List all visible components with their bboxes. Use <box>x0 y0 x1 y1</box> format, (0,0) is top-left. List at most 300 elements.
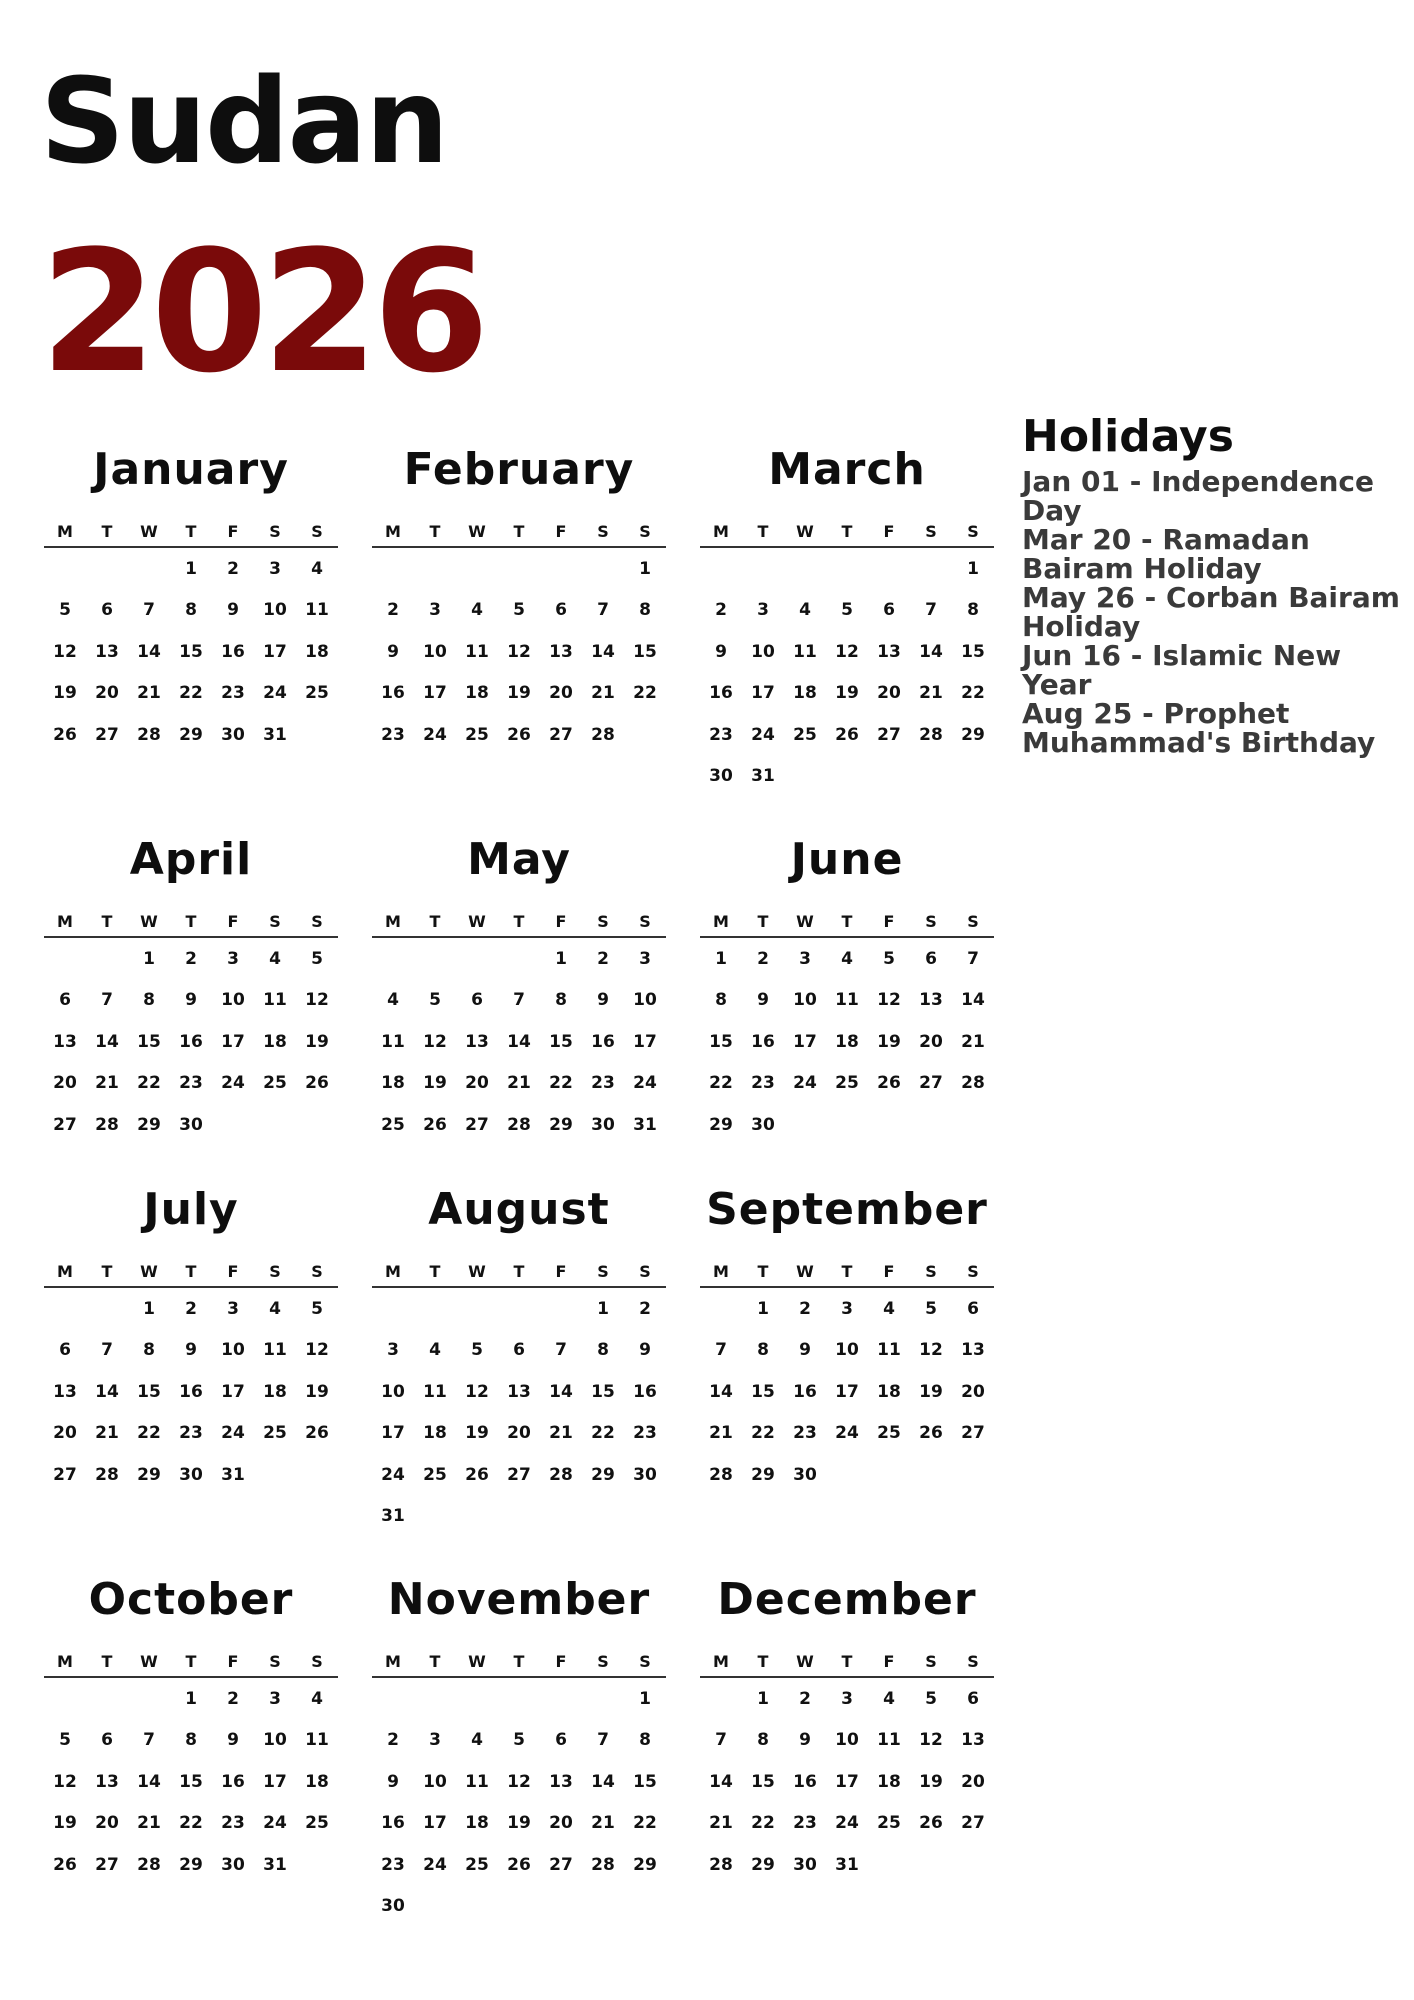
day-cell: 5 <box>925 1298 937 1319</box>
day-cell: 1 <box>639 1688 651 1709</box>
day-cell: 2 <box>799 1298 811 1319</box>
week-row <box>372 1803 666 1845</box>
day-cell: 14 <box>709 1381 733 1402</box>
day-cell: 29 <box>709 1114 733 1135</box>
day-cell: 4 <box>883 1298 895 1319</box>
day-cell: 29 <box>751 1464 775 1485</box>
day-cell: 29 <box>137 1114 161 1135</box>
week-row <box>700 590 994 632</box>
day-cell: 5 <box>513 1730 525 1751</box>
weekday-header-row <box>700 1256 994 1288</box>
day-cell: 13 <box>53 1031 77 1052</box>
day-cell: 18 <box>263 1381 287 1402</box>
week-row <box>372 1761 666 1803</box>
weekday-header: S <box>925 521 937 541</box>
month-february <box>372 444 666 756</box>
day-cell: 17 <box>263 1771 287 1792</box>
day-cell: 19 <box>423 1073 447 1094</box>
weekday-header: F <box>227 911 239 931</box>
week-row <box>44 1288 338 1330</box>
day-cell: 1 <box>597 1298 609 1319</box>
day-cell: 7 <box>715 1340 727 1361</box>
day-cell: 24 <box>835 1423 859 1444</box>
day-cell: 6 <box>471 990 483 1011</box>
day-cell: 21 <box>919 683 943 704</box>
day-cell: 22 <box>709 1073 733 1094</box>
day-cell: 15 <box>137 1381 161 1402</box>
day-cell: 26 <box>423 1114 447 1135</box>
day-cell: 25 <box>263 1073 287 1094</box>
week-row <box>372 631 666 673</box>
month-april <box>44 834 338 1146</box>
day-cell: 23 <box>381 724 405 745</box>
day-cell: 28 <box>709 1464 733 1485</box>
day-cell: 6 <box>967 1298 979 1319</box>
day-cell: 16 <box>793 1381 817 1402</box>
day-cell: 12 <box>507 641 531 662</box>
day-cell: 14 <box>95 1031 119 1052</box>
day-cell: 21 <box>591 683 615 704</box>
weekday-header-row <box>44 516 338 548</box>
day-cell: 4 <box>269 948 281 969</box>
day-cell: 6 <box>101 600 113 621</box>
day-cell: 29 <box>137 1464 161 1485</box>
day-cell: 22 <box>137 1423 161 1444</box>
week-row <box>44 1330 338 1372</box>
weekday-header: W <box>796 1651 814 1671</box>
weekday-header: M <box>713 1261 729 1281</box>
day-cell: 23 <box>221 683 245 704</box>
weekday-header: T <box>429 911 441 931</box>
day-cell: 16 <box>381 683 405 704</box>
day-cell: 7 <box>143 600 155 621</box>
day-cell: 8 <box>143 990 155 1011</box>
weekday-header-row <box>700 906 994 938</box>
weekday-header: F <box>555 911 567 931</box>
day-cell: 16 <box>179 1031 203 1052</box>
weekday-header: F <box>883 1261 895 1281</box>
day-cell: 29 <box>549 1114 573 1135</box>
day-cell: 15 <box>633 641 657 662</box>
weekday-header: F <box>555 1651 567 1671</box>
month-name: May <box>467 834 571 885</box>
day-cell: 28 <box>961 1073 985 1094</box>
week-row <box>372 1678 666 1720</box>
day-cell: 26 <box>305 1073 329 1094</box>
weekday-header-row <box>700 516 994 548</box>
weekday-header: T <box>101 911 113 931</box>
week-row <box>44 1844 338 1886</box>
day-cell: 14 <box>919 641 943 662</box>
weekday-header: M <box>385 521 401 541</box>
day-cell: 28 <box>709 1854 733 1875</box>
day-cell: 18 <box>465 683 489 704</box>
day-cell: 13 <box>961 1340 985 1361</box>
weekday-header: S <box>597 1261 609 1281</box>
day-cell: 18 <box>381 1073 405 1094</box>
day-cell: 26 <box>465 1464 489 1485</box>
day-cell: 4 <box>471 1730 483 1751</box>
day-cell: 28 <box>95 1464 119 1485</box>
weekday-header: F <box>883 521 895 541</box>
weekday-header: S <box>311 911 323 931</box>
day-cell: 12 <box>53 641 77 662</box>
weekday-header: T <box>513 1651 525 1671</box>
weekday-header: S <box>269 1261 281 1281</box>
day-cell: 23 <box>591 1073 615 1094</box>
day-cell: 13 <box>549 641 573 662</box>
day-cell: 19 <box>507 683 531 704</box>
day-cell: 14 <box>95 1381 119 1402</box>
day-cell: 23 <box>179 1423 203 1444</box>
day-cell: 27 <box>919 1073 943 1094</box>
day-cell: 16 <box>221 1771 245 1792</box>
day-cell: 11 <box>263 1340 287 1361</box>
day-cell: 1 <box>967 558 979 579</box>
day-cell: 30 <box>709 766 733 787</box>
day-cell: 23 <box>793 1423 817 1444</box>
weekday-header: S <box>269 521 281 541</box>
holiday-item: Aug 25 - Prophet Muhammad's Birthday <box>1022 697 1376 759</box>
weekday-header: S <box>311 521 323 541</box>
weekday-header: W <box>796 521 814 541</box>
month-name: December <box>717 1574 977 1625</box>
day-cell: 9 <box>757 990 769 1011</box>
day-cell: 27 <box>95 724 119 745</box>
day-cell: 27 <box>877 724 901 745</box>
day-cell: 15 <box>179 1771 203 1792</box>
day-cell: 13 <box>961 1730 985 1751</box>
week-row <box>44 631 338 673</box>
day-cell: 19 <box>919 1381 943 1402</box>
day-cell: 15 <box>961 641 985 662</box>
day-cell: 13 <box>465 1031 489 1052</box>
day-cell: 12 <box>423 1031 447 1052</box>
day-cell: 21 <box>591 1813 615 1834</box>
day-cell: 18 <box>877 1771 901 1792</box>
day-cell: 9 <box>715 641 727 662</box>
day-cell: 2 <box>597 948 609 969</box>
day-cell: 2 <box>387 600 399 621</box>
week-row <box>700 1844 994 1886</box>
weekday-header: T <box>757 521 769 541</box>
day-cell: 4 <box>429 1340 441 1361</box>
day-cell: 30 <box>381 1896 405 1917</box>
day-cell: 28 <box>591 724 615 745</box>
weekday-header-row <box>44 1256 338 1288</box>
day-cell: 3 <box>429 600 441 621</box>
week-row <box>700 1021 994 1063</box>
weekday-header: M <box>57 521 73 541</box>
week-row <box>44 1021 338 1063</box>
week-row <box>44 1063 338 1105</box>
day-cell: 7 <box>513 990 525 1011</box>
day-cell: 8 <box>757 1340 769 1361</box>
day-cell: 3 <box>227 1298 239 1319</box>
day-cell: 15 <box>751 1381 775 1402</box>
week-row <box>44 1454 338 1496</box>
day-cell: 26 <box>507 724 531 745</box>
weekday-header: M <box>713 911 729 931</box>
weekday-header: T <box>429 521 441 541</box>
weekday-header: F <box>555 1261 567 1281</box>
day-cell: 2 <box>227 1688 239 1709</box>
day-cell: 22 <box>549 1073 573 1094</box>
day-cell: 21 <box>95 1073 119 1094</box>
day-cell: 16 <box>793 1771 817 1792</box>
day-cell: 25 <box>877 1423 901 1444</box>
week-row <box>372 980 666 1022</box>
month-name: January <box>93 444 289 495</box>
day-cell: 24 <box>835 1813 859 1834</box>
day-cell: 15 <box>751 1771 775 1792</box>
day-cell: 21 <box>507 1073 531 1094</box>
day-cell: 17 <box>263 641 287 662</box>
week-row <box>44 590 338 632</box>
weekday-header: W <box>468 1651 486 1671</box>
day-cell: 27 <box>53 1464 77 1485</box>
day-cell: 7 <box>101 990 113 1011</box>
day-cell: 15 <box>591 1381 615 1402</box>
day-cell: 27 <box>95 1854 119 1875</box>
day-cell: 22 <box>633 683 657 704</box>
weekday-header: T <box>513 521 525 541</box>
day-cell: 27 <box>465 1114 489 1135</box>
day-cell: 11 <box>877 1340 901 1361</box>
day-cell: 21 <box>95 1423 119 1444</box>
weekday-header: T <box>513 1261 525 1281</box>
week-row <box>44 1803 338 1845</box>
day-cell: 6 <box>883 600 895 621</box>
day-cell: 2 <box>799 1688 811 1709</box>
day-cell: 11 <box>381 1031 405 1052</box>
day-cell: 14 <box>709 1771 733 1792</box>
holiday-list <box>1022 467 1402 757</box>
day-cell: 24 <box>221 1073 245 1094</box>
day-cell: 22 <box>179 683 203 704</box>
day-cell: 8 <box>639 1730 651 1751</box>
weekday-header: S <box>639 1261 651 1281</box>
day-cell: 28 <box>137 724 161 745</box>
weekday-header: M <box>57 1261 73 1281</box>
day-cell: 15 <box>549 1031 573 1052</box>
day-cell: 4 <box>883 1688 895 1709</box>
day-cell: 13 <box>549 1771 573 1792</box>
day-cell: 23 <box>751 1073 775 1094</box>
weekday-header: S <box>639 911 651 931</box>
day-cell: 27 <box>549 724 573 745</box>
day-cell: 15 <box>633 1771 657 1792</box>
day-cell: 19 <box>305 1031 329 1052</box>
month-name: November <box>387 1574 651 1625</box>
week-row <box>372 1288 666 1330</box>
day-cell: 9 <box>597 990 609 1011</box>
week-row <box>372 1496 666 1538</box>
day-cell: 29 <box>591 1464 615 1485</box>
day-cell: 5 <box>471 1340 483 1361</box>
day-cell: 23 <box>381 1854 405 1875</box>
week-row <box>372 1720 666 1762</box>
day-cell: 30 <box>221 724 245 745</box>
week-row <box>44 673 338 715</box>
week-row <box>372 1330 666 1372</box>
week-row <box>44 1678 338 1720</box>
day-cell: 10 <box>633 990 657 1011</box>
weekday-header-row <box>372 516 666 548</box>
day-cell: 23 <box>633 1423 657 1444</box>
day-cell: 16 <box>221 641 245 662</box>
month-may <box>372 834 666 1146</box>
day-cell: 17 <box>835 1381 859 1402</box>
weekday-header: W <box>468 911 486 931</box>
day-cell: 6 <box>101 1730 113 1751</box>
day-cell: 8 <box>597 1340 609 1361</box>
day-cell: 18 <box>877 1381 901 1402</box>
weekday-header: T <box>841 1261 853 1281</box>
day-cell: 11 <box>835 990 859 1011</box>
day-cell: 4 <box>311 558 323 579</box>
day-cell: 4 <box>387 990 399 1011</box>
weekday-header: M <box>385 911 401 931</box>
holiday-item: Mar 20 - Ramadan Bairam Holiday <box>1022 523 1310 585</box>
day-cell: 3 <box>269 558 281 579</box>
day-cell: 22 <box>751 1813 775 1834</box>
day-cell: 24 <box>381 1464 405 1485</box>
day-cell: 20 <box>507 1423 531 1444</box>
day-cell: 3 <box>227 948 239 969</box>
weekday-header: M <box>385 1261 401 1281</box>
day-cell: 25 <box>263 1423 287 1444</box>
day-cell: 5 <box>883 948 895 969</box>
weekday-header: W <box>468 1261 486 1281</box>
day-cell: 30 <box>793 1464 817 1485</box>
day-cell: 15 <box>709 1031 733 1052</box>
day-cell: 12 <box>53 1771 77 1792</box>
day-cell: 28 <box>507 1114 531 1135</box>
weekday-header: S <box>925 911 937 931</box>
weekday-header: T <box>185 1651 197 1671</box>
day-cell: 4 <box>799 600 811 621</box>
day-cell: 21 <box>137 683 161 704</box>
day-cell: 16 <box>381 1813 405 1834</box>
week-row <box>700 1761 994 1803</box>
day-cell: 17 <box>221 1031 245 1052</box>
day-cell: 19 <box>507 1813 531 1834</box>
day-cell: 28 <box>591 1854 615 1875</box>
day-cell: 30 <box>221 1854 245 1875</box>
month-september <box>700 1184 994 1496</box>
weekday-header: S <box>639 1651 651 1671</box>
day-cell: 1 <box>715 948 727 969</box>
day-cell: 5 <box>311 1298 323 1319</box>
day-cell: 6 <box>513 1340 525 1361</box>
week-row <box>700 673 994 715</box>
day-cell: 20 <box>549 1813 573 1834</box>
day-cell: 31 <box>263 724 287 745</box>
day-cell: 21 <box>137 1813 161 1834</box>
weekday-header: W <box>140 521 158 541</box>
week-row <box>372 1063 666 1105</box>
day-cell: 19 <box>465 1423 489 1444</box>
day-cell: 17 <box>221 1381 245 1402</box>
weekday-header: W <box>140 1651 158 1671</box>
day-cell: 6 <box>967 1688 979 1709</box>
day-cell: 14 <box>549 1381 573 1402</box>
weekday-header-row <box>372 1646 666 1678</box>
week-row <box>700 1720 994 1762</box>
day-cell: 1 <box>185 558 197 579</box>
weekday-header: M <box>57 1651 73 1671</box>
day-cell: 10 <box>835 1730 859 1751</box>
week-row <box>372 938 666 980</box>
day-cell: 9 <box>639 1340 651 1361</box>
day-cell: 3 <box>269 1688 281 1709</box>
weekday-header: M <box>713 521 729 541</box>
day-cell: 1 <box>185 1688 197 1709</box>
day-cell: 27 <box>961 1423 985 1444</box>
day-cell: 30 <box>751 1114 775 1135</box>
week-row <box>372 714 666 756</box>
day-cell: 9 <box>387 1771 399 1792</box>
day-cell: 7 <box>101 1340 113 1361</box>
month-july <box>44 1184 338 1496</box>
weekday-header: T <box>513 911 525 931</box>
day-cell: 26 <box>53 724 77 745</box>
month-name: September <box>706 1184 988 1235</box>
day-cell: 25 <box>465 724 489 745</box>
weekday-header: S <box>597 521 609 541</box>
day-cell: 1 <box>757 1688 769 1709</box>
day-cell: 15 <box>179 641 203 662</box>
week-row <box>44 938 338 980</box>
day-cell: 8 <box>555 990 567 1011</box>
week-row <box>700 1803 994 1845</box>
week-row <box>700 756 994 798</box>
weekday-header: S <box>967 521 979 541</box>
day-cell: 29 <box>179 1854 203 1875</box>
day-cell: 27 <box>53 1114 77 1135</box>
day-cell: 10 <box>423 1771 447 1792</box>
day-cell: 9 <box>185 990 197 1011</box>
weekday-header: T <box>185 911 197 931</box>
day-cell: 28 <box>919 724 943 745</box>
day-cell: 4 <box>471 600 483 621</box>
day-cell: 18 <box>305 641 329 662</box>
day-cell: 17 <box>423 1813 447 1834</box>
day-cell: 25 <box>465 1854 489 1875</box>
day-cell: 1 <box>757 1298 769 1319</box>
day-cell: 9 <box>227 1730 239 1751</box>
day-cell: 14 <box>961 990 985 1011</box>
day-cell: 24 <box>263 1813 287 1834</box>
day-cell: 19 <box>305 1381 329 1402</box>
day-cell: 17 <box>423 683 447 704</box>
weekday-header: W <box>468 521 486 541</box>
day-cell: 12 <box>305 990 329 1011</box>
day-cell: 2 <box>387 1730 399 1751</box>
day-cell: 11 <box>423 1381 447 1402</box>
day-cell: 10 <box>835 1340 859 1361</box>
day-cell: 16 <box>591 1031 615 1052</box>
day-cell: 11 <box>793 641 817 662</box>
day-cell: 19 <box>835 683 859 704</box>
day-cell: 24 <box>633 1073 657 1094</box>
weekday-header: T <box>841 1651 853 1671</box>
weekday-header: F <box>883 911 895 931</box>
week-row <box>372 1886 666 1928</box>
weekday-header: T <box>841 521 853 541</box>
day-cell: 8 <box>639 600 651 621</box>
